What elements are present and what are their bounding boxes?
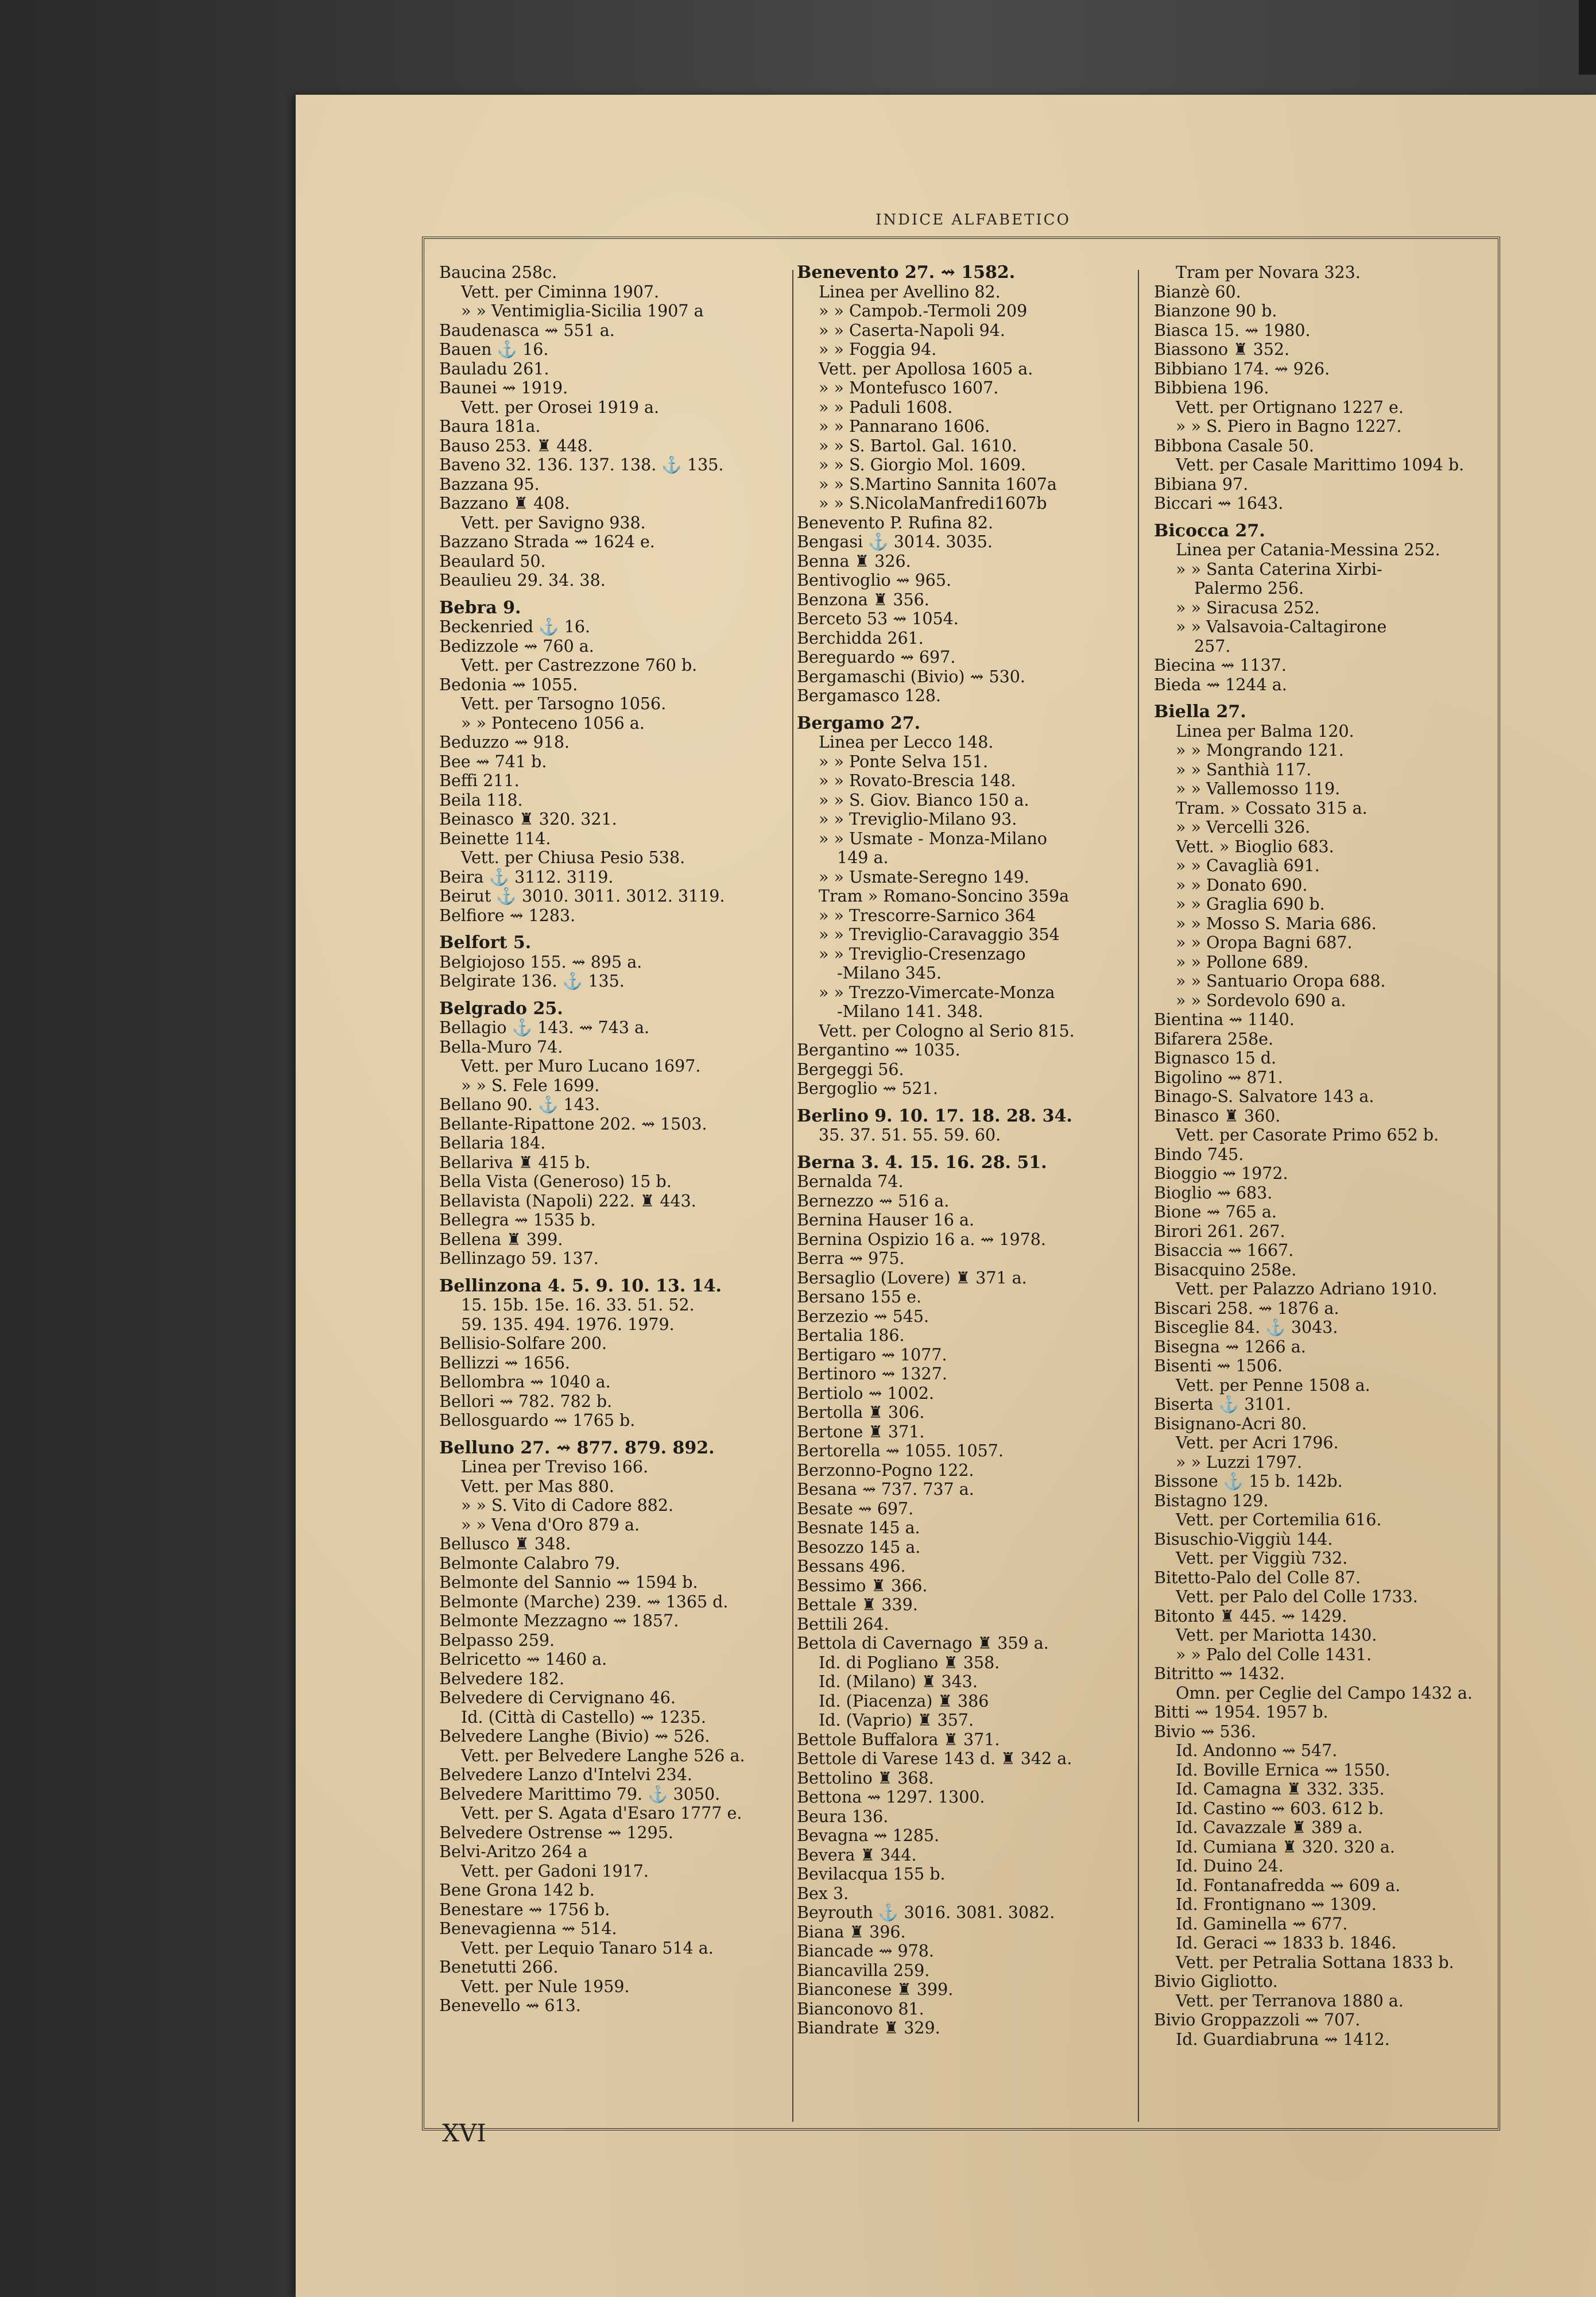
- index-entry: Biassono ♜ 352.: [1154, 340, 1290, 359]
- index-entry: Vett. per Terranova 1880 a.: [1176, 1991, 1404, 2010]
- index-entry: » » Sordevolo 690 a.: [1176, 991, 1346, 1010]
- index-entry: Bellante-Ripattone 202. ⇝ 1503.: [439, 1114, 707, 1134]
- index-entry: Vett. per Orosei 1919 a.: [461, 397, 660, 417]
- index-entry: Bellano 90. ⚓ 143.: [439, 1095, 600, 1114]
- index-entry: Bivio ⇝ 536.: [1154, 1722, 1256, 1741]
- index-entry: » » Vercelli 326.: [1176, 818, 1311, 837]
- index-entry: Bex 3.: [797, 1884, 849, 1903]
- index-entry: » » Palo del Colle 1431.: [1176, 1645, 1372, 1664]
- index-entry: Bazzano ♜ 408.: [439, 494, 570, 513]
- index-entry: Vett. » Bioglio 683.: [1176, 837, 1334, 856]
- index-entry: » » Vena d'Oro 879 a.: [461, 1515, 640, 1534]
- index-entry: Belmonte Mezzagno ⇝ 1857.: [439, 1611, 679, 1630]
- index-entry: » » Valsavoia-Caltagirone: [1176, 617, 1387, 636]
- index-entry: Vett. per Tarsogno 1056.: [461, 694, 667, 713]
- index-entry: Vett. per Viggiù 732.: [1176, 1549, 1348, 1568]
- index-entry: Bioglio ⇝ 683.: [1154, 1183, 1273, 1202]
- index-entry: Tram. » Cossato 315 a.: [1176, 798, 1368, 818]
- index-entry: Bertalia 186.: [797, 1326, 905, 1345]
- index-entry: Bergoglio ⇝ 521.: [797, 1079, 938, 1098]
- index-entry: Bersaglio (Lovere) ♜ 371 a.: [797, 1268, 1027, 1287]
- index-entry: Bernina Ospizio 16 a. ⇝ 1978.: [797, 1229, 1046, 1249]
- index-entry: Bernalda 74.: [797, 1172, 904, 1191]
- index-entry: Benzona ♜ 356.: [797, 590, 929, 609]
- index-entry: Bisaccia ⇝ 1667.: [1154, 1241, 1294, 1260]
- index-entry: Bellaria 184.: [439, 1134, 546, 1153]
- index-entry: Bitti ⇝ 1954. 1957 b.: [1154, 1703, 1328, 1722]
- index-entry: Baudenasca ⇝ 551 a.: [439, 320, 615, 340]
- index-entry: Bauladu 261.: [439, 359, 549, 378]
- index-entry: Besate ⇝ 697.: [797, 1499, 914, 1518]
- index-entry: Linea per Treviso 166.: [461, 1457, 649, 1476]
- index-entry: Belvedere Lanzo d'Intelvi 234.: [439, 1765, 692, 1784]
- index-entry: Bauen ⚓ 16.: [439, 340, 549, 359]
- index-entry: Linea per Avellino 82.: [819, 282, 1001, 301]
- index-entry: Palermo 256.: [1194, 579, 1304, 598]
- index-entry: Bientina ⇝ 1140.: [1154, 1010, 1295, 1029]
- index-entry: Bettolino ♜ 368.: [797, 1768, 934, 1788]
- index-entry: Id. Camagna ♜ 332. 335.: [1176, 1780, 1385, 1799]
- index-entry: Belgiojoso 155. ⇝ 895 a.: [439, 952, 642, 972]
- index-heading: Belgrado 25.: [439, 999, 563, 1018]
- index-entry: Biecina ⇝ 1137.: [1154, 656, 1287, 675]
- index-entry: Baucina 258c.: [439, 263, 557, 282]
- index-entry: Beaulieu 29. 34. 38.: [439, 571, 606, 590]
- index-entry: Berzezio ⇝ 545.: [797, 1306, 929, 1326]
- index-entry: Beyrouth ⚓ 3016. 3081. 3082.: [797, 1903, 1055, 1922]
- index-entry: Birori 261. 267.: [1154, 1221, 1285, 1241]
- index-entry: Beinette 114.: [439, 829, 551, 848]
- index-entry: » » Trezzo-Vimercate-Monza: [819, 983, 1055, 1002]
- index-heading: Berna 3. 4. 15. 16. 28. 51.: [797, 1153, 1047, 1172]
- index-entry: Bigolino ⇝ 871.: [1154, 1068, 1283, 1087]
- index-entry: Vett. per Gadoni 1917.: [461, 1861, 649, 1881]
- index-entry: Bellizzi ⇝ 1656.: [439, 1353, 570, 1372]
- index-entry: Belricetto ⇝ 1460 a.: [439, 1650, 607, 1669]
- index-entry: Bellavista (Napoli) 222. ♜ 443.: [439, 1191, 696, 1211]
- index-entry: Bettili 264.: [797, 1614, 889, 1634]
- column-divider: [792, 270, 793, 2122]
- index-entry: » » Usmate-Seregno 149.: [819, 867, 1029, 887]
- index-entry: 257.: [1194, 636, 1231, 656]
- index-entry: » » S.NicolaManfredi1607b: [819, 494, 1047, 513]
- index-entry: Bergeggi 56.: [797, 1059, 904, 1079]
- index-entry: Bellosguardo ⇝ 1765 b.: [439, 1411, 636, 1430]
- index-entry: Baura 181a.: [439, 417, 541, 436]
- index-entry: Vett. per Palo del Colle 1733.: [1176, 1587, 1418, 1606]
- index-entry: Beduzzo ⇝ 918.: [439, 733, 570, 752]
- index-entry: Tram per Novara 323.: [1176, 263, 1361, 282]
- index-entry: Bisacquino 258e.: [1154, 1260, 1297, 1279]
- index-entry: Vett. per Castrezzone 760 b.: [461, 656, 698, 675]
- entry-gap: [439, 991, 789, 999]
- index-entry: Linea per Lecco 148.: [819, 733, 994, 752]
- index-entry: Id. Duino 24.: [1176, 1857, 1284, 1876]
- index-entry: Belmonte (Marche) 239. ⇝ 1365 d.: [439, 1592, 729, 1611]
- index-entry: » » Foggia 94.: [819, 340, 937, 359]
- index-entry: Bergamaschi (Bivio) ⇝ 530.: [797, 667, 1025, 686]
- index-entry: Id. di Pogliano ♜ 358.: [819, 1653, 1000, 1672]
- index-entry: Belfiore ⇝ 1283.: [439, 906, 576, 925]
- index-entry: » » S.Martino Sannita 1607a: [819, 474, 1057, 494]
- index-entry: Bedizzole ⇝ 760 a.: [439, 636, 594, 656]
- index-entry: Bettola di Cavernago ♜ 359 a.: [797, 1634, 1049, 1653]
- index-entry: Bella Vista (Generoso) 15 b.: [439, 1172, 672, 1191]
- index-entry: Vett. per Casorate Primo 652 b.: [1176, 1126, 1439, 1144]
- scan-corner-shadow: [1579, 0, 1596, 75]
- index-column-2: [797, 263, 1141, 2038]
- entry-gap: [439, 590, 789, 598]
- index-entry: » » Usmate - Monza-Milano: [819, 829, 1047, 848]
- index-entry: Bene Grona 142 b.: [439, 1881, 595, 1900]
- index-entry: Biscari 258. ⇝ 1876 a.: [1154, 1298, 1339, 1318]
- index-entry: Vett. per Casale Marittimo 1094 b.: [1176, 455, 1465, 474]
- index-entry: Bergamasco 128.: [797, 686, 941, 705]
- index-entry: Bertiolo ⇝ 1002.: [797, 1383, 935, 1403]
- entry-gap: [439, 1430, 789, 1438]
- index-entry: Bedonia ⇝ 1055.: [439, 675, 578, 694]
- index-entry: Linea per Balma 120.: [1176, 721, 1354, 741]
- index-entry: -Milano 141. 348.: [837, 1002, 983, 1021]
- index-entry: Bellombra ⇝ 1040 a.: [439, 1372, 611, 1391]
- index-entry: Id. Cumiana ♜ 320. 320 a.: [1176, 1837, 1395, 1857]
- index-entry: Vett. per Penne 1508 a.: [1176, 1375, 1370, 1395]
- index-entry: Beira ⚓ 3112. 3119.: [439, 867, 614, 887]
- index-entry: Bione ⇝ 765 a.: [1154, 1202, 1277, 1221]
- index-entry: Bisenti ⇝ 1506.: [1154, 1356, 1283, 1375]
- index-entry: Bellegra ⇝ 1535 b.: [439, 1211, 596, 1229]
- index-entry: Belgirate 136. ⚓ 135.: [439, 972, 625, 991]
- index-entry: Vett. per Cologno al Serio 815.: [819, 1021, 1075, 1041]
- index-entry: Vett. per Palazzo Adriano 1910.: [1176, 1279, 1438, 1298]
- index-entry: Bertorella ⇝ 1055. 1057.: [797, 1441, 1004, 1460]
- index-entry: Benna ♜ 326.: [797, 551, 911, 571]
- index-entry: Bereguardo ⇝ 697.: [797, 648, 956, 667]
- index-entry: 149 a.: [837, 848, 889, 867]
- index-heading: Benevento 27. ⇝ 1582.: [797, 263, 1016, 283]
- index-entry: Id. Gaminella ⇝ 677.: [1176, 1914, 1348, 1933]
- index-entry: Id. Cavazzale ♜ 389 a.: [1176, 1818, 1363, 1837]
- index-entry: Belmonte Calabro 79.: [439, 1553, 621, 1573]
- index-entry: Benevagienna ⇝ 514.: [439, 1919, 617, 1938]
- index-entry: Bernina Hauser 16 a.: [797, 1211, 975, 1229]
- index-entry: Bellariva ♜ 415 b.: [439, 1153, 591, 1172]
- index-entry: Id. Fontanafredda ⇝ 609 a.: [1176, 1876, 1401, 1895]
- index-entry: Bella-Muro 74.: [439, 1037, 563, 1057]
- index-entry: » » Treviglio-Cresenzago: [819, 944, 1026, 964]
- index-entry: » » Donato 690.: [1176, 875, 1308, 895]
- index-entry: » » Mongrando 121.: [1176, 741, 1344, 760]
- index-entry: Bazzano Strada ⇝ 1624 e.: [439, 532, 655, 551]
- index-entry: Bellori ⇝ 782. 782 b.: [439, 1391, 613, 1411]
- index-entry: Vett. per Muro Lucano 1697.: [461, 1057, 701, 1076]
- index-entry: Belvedere 182.: [439, 1669, 565, 1688]
- index-entry: Bianzè 60.: [1154, 282, 1241, 301]
- index-entry: Bisegna ⇝ 1266 a.: [1154, 1337, 1306, 1356]
- index-entry: Berzonno-Pogno 122.: [797, 1460, 974, 1480]
- index-entry: Berceto 53 ⇝ 1054.: [797, 609, 959, 628]
- entry-gap: [439, 1269, 789, 1277]
- index-entry: Biserta ⚓ 3101.: [1154, 1395, 1291, 1414]
- index-entry: Bisignano-Acri 80.: [1154, 1414, 1307, 1433]
- index-entry: Vett. per Chiusa Pesio 538.: [461, 848, 685, 867]
- index-entry: Vett. per Mariotta 1430.: [1176, 1626, 1377, 1645]
- index-entry: Belvedere Marittimo 79. ⚓ 3050.: [439, 1784, 720, 1804]
- index-entry: » » Cavaglià 691.: [1176, 856, 1320, 875]
- entry-gap: [439, 925, 789, 933]
- index-entry: » » Santuario Oropa 688.: [1176, 972, 1386, 991]
- index-entry: Bertone ♜ 371.: [797, 1422, 925, 1441]
- index-entry: Bissone ⚓ 15 b. 142b.: [1154, 1472, 1343, 1491]
- index-entry: » » Ventimiglia-Sicilia 1907 a: [461, 301, 704, 320]
- index-entry: Bitetto-Palo del Colle 87.: [1154, 1568, 1361, 1587]
- index-entry: » » Vallemosso 119.: [1176, 779, 1341, 798]
- index-entry: Id. (Vaprio) ♜ 357.: [819, 1711, 974, 1730]
- index-entry: » » Trescorre-Sarnico 364: [819, 906, 1036, 925]
- index-entry: » » Graglia 690 b.: [1176, 895, 1325, 914]
- index-entry: Bellisio-Solfare 200.: [439, 1334, 607, 1353]
- index-entry: Bibiana 97.: [1154, 474, 1249, 494]
- index-entry: Belvedere Langhe (Bivio) ⇝ 526.: [439, 1727, 710, 1746]
- index-entry: Beaulard 50.: [439, 551, 546, 571]
- index-entry: Bertinoro ⇝ 1327.: [797, 1364, 947, 1383]
- index-entry: » » Treviglio-Caravaggio 354: [819, 925, 1060, 944]
- entry-gap: [797, 1099, 1141, 1107]
- index-entry: Bianzone 90 b.: [1154, 301, 1277, 320]
- index-entry: » » S. Vito di Cadore 882.: [461, 1496, 674, 1515]
- index-entry: Id. Castino ⇝ 603. 612 b.: [1176, 1799, 1384, 1818]
- index-entry: Bioggio ⇝ 1972.: [1154, 1164, 1288, 1183]
- index-entry: -Milano 345.: [837, 964, 942, 983]
- index-entry: Tram » Romano-Soncino 359a: [819, 887, 1070, 906]
- index-entry: Bibbona Casale 50.: [1154, 436, 1314, 455]
- index-entry: Belvi-Aritzo 264 a: [439, 1842, 588, 1861]
- index-entry: Baunei ⇝ 1919.: [439, 378, 568, 397]
- index-entry: Biancavilla 259.: [797, 1960, 930, 1980]
- index-entry: Belvedere Ostrense ⇝ 1295.: [439, 1823, 673, 1842]
- index-entry: » » S. Giorgio Mol. 1609.: [819, 455, 1026, 474]
- index-entry: Vett. per Petralia Sottana 1833 b.: [1176, 1952, 1454, 1972]
- index-entry: Beila 118.: [439, 790, 523, 810]
- index-entry: Bevilacqua 155 b.: [797, 1865, 946, 1884]
- index-entry: Vett. per Savigno 938.: [461, 513, 646, 532]
- index-heading: Bicocca 27.: [1154, 521, 1265, 540]
- index-entry: Vett. per Acri 1796.: [1176, 1433, 1339, 1452]
- index-heading: Bergamo 27.: [797, 713, 921, 733]
- index-entry: Bettole Buffalora ♜ 371.: [797, 1730, 1000, 1749]
- index-entry: Belmonte del Sannio ⇝ 1594 b.: [439, 1573, 698, 1592]
- index-entry: Besnate 145 a.: [797, 1518, 920, 1537]
- entry-gap: [797, 1145, 1141, 1153]
- index-entry: Id. Frontignano ⇝ 1309.: [1176, 1895, 1377, 1914]
- index-entry: Bellagio ⚓ 143. ⇝ 743 a.: [439, 1018, 650, 1037]
- index-entry: Biandrate ♜ 329.: [797, 2018, 940, 2037]
- index-entry: Bengasi ⚓ 3014. 3035.: [797, 532, 993, 551]
- entry-gap: [1154, 513, 1498, 521]
- index-entry: Bisuschio-Viggiù 144.: [1154, 1529, 1333, 1549]
- index-entry: » » Santhià 117.: [1176, 760, 1312, 779]
- index-entry: Vett. per Apollosa 1605 a.: [819, 359, 1033, 378]
- index-entry: Vett. per Mas 880.: [461, 1476, 614, 1496]
- index-column-1: [439, 263, 789, 2016]
- page-number: XVI: [442, 2119, 486, 2147]
- index-entry: Biccari ⇝ 1643.: [1154, 494, 1284, 513]
- index-entry: Id. (Città di Castello) ⇝ 1235.: [461, 1707, 706, 1727]
- index-entry: Bentivoglio ⇝ 965.: [797, 571, 952, 590]
- index-entry: 59. 135. 494. 1976. 1979.: [461, 1314, 675, 1334]
- index-entry: Bettale ♜ 339.: [797, 1595, 918, 1614]
- index-entry: Binasco ♜ 360.: [1154, 1106, 1281, 1126]
- index-entry: Id. Guardiabruna ⇝ 1412.: [1176, 2029, 1390, 2049]
- index-entry: Bisceglie 84. ⚓ 3043.: [1154, 1318, 1338, 1337]
- index-entry: » » Oropa Bagni 687.: [1176, 933, 1353, 952]
- index-entry: 15. 15b. 15e. 16. 33. 51. 52.: [461, 1296, 695, 1314]
- index-entry: Bertigaro ⇝ 1077.: [797, 1345, 947, 1364]
- index-entry: Bevagna ⇝ 1285.: [797, 1826, 940, 1845]
- index-entry: » » S. Bartol. Gal. 1610.: [819, 436, 1017, 455]
- index-entry: Bertolla ♜ 306.: [797, 1403, 925, 1422]
- index-heading: Biella 27.: [1154, 702, 1246, 722]
- index-entry: » » Pannarano 1606.: [819, 417, 990, 436]
- index-entry: Bellinzago 59. 137.: [439, 1249, 599, 1268]
- entry-gap: [797, 706, 1141, 714]
- index-entry: Bibbiena 196.: [1154, 378, 1269, 397]
- index-entry: » » Paduli 1608.: [819, 397, 953, 417]
- index-entry: 35. 37. 51. 55. 59. 60.: [819, 1126, 1001, 1144]
- index-entry: » » S. Fele 1699.: [461, 1076, 600, 1095]
- index-entry: » » Mosso S. Maria 686.: [1176, 914, 1377, 933]
- entry-gap: [1154, 694, 1498, 702]
- index-entry: Bignasco 15 d.: [1154, 1049, 1277, 1068]
- index-entry: Bee ⇝ 741 b.: [439, 752, 547, 771]
- index-entry: » » Caserta-Napoli 94.: [819, 320, 1005, 340]
- index-entry: Bivio Groppazzoli ⇝ 707.: [1154, 2010, 1361, 2029]
- index-heading: Berlino 9. 10. 17. 18. 28. 34.: [797, 1106, 1072, 1126]
- index-entry: Beirut ⚓ 3010. 3011. 3012. 3119.: [439, 887, 725, 906]
- index-heading: Belfort 5.: [439, 933, 532, 953]
- index-heading: Bellinzona 4. 5. 9. 10. 13. 14.: [439, 1276, 722, 1296]
- index-entry: Berchidda 261.: [797, 628, 924, 648]
- index-entry: Bettole di Varese 143 d. ♜ 342 a.: [797, 1749, 1072, 1768]
- index-entry: Belvedere di Cervignano 46.: [439, 1688, 676, 1707]
- index-entry: Bessimo ♜ 366.: [797, 1576, 928, 1595]
- index-entry: Id. Andonno ⇝ 547.: [1176, 1741, 1338, 1760]
- page-header: INDICE ALFABETICO: [876, 211, 1071, 229]
- index-entry: » » Santa Caterina Xirbi-: [1176, 559, 1382, 579]
- index-entry: Omn. per Ceglie del Campo 1432 a.: [1176, 1683, 1473, 1703]
- index-entry: Beinasco ♜ 320. 321.: [439, 810, 617, 829]
- index-entry: » » S. Piero in Bagno 1227.: [1176, 417, 1402, 436]
- index-entry: Vett. per Cortemilia 616.: [1176, 1510, 1382, 1529]
- index-entry: » » Luzzi 1797.: [1176, 1452, 1303, 1472]
- index-entry: Biancade ⇝ 978.: [797, 1942, 934, 1960]
- index-entry: Id. (Piacenza) ♜ 386: [819, 1691, 989, 1711]
- index-entry: » » Rovato-Brescia 148.: [819, 771, 1016, 790]
- index-entry: Bernezzo ⇝ 516 a.: [797, 1191, 950, 1211]
- index-entry: Vett. per Ciminna 1907.: [461, 282, 660, 301]
- index-entry: Bianconovo 81.: [797, 1999, 924, 2018]
- index-entry: Vett. per Nule 1959.: [461, 1977, 630, 1996]
- index-entry: Bauso 253. ♜ 448.: [439, 436, 593, 455]
- index-entry: » » Siracusa 252.: [1176, 598, 1320, 617]
- index-column-3: [1154, 263, 1498, 2049]
- index-entry: Bifarera 258e.: [1154, 1029, 1274, 1049]
- index-entry: Vett. per Belvedere Langhe 526 a.: [461, 1746, 745, 1765]
- index-entry: Beura 136.: [797, 1807, 889, 1826]
- index-entry: Belpasso 259.: [439, 1630, 555, 1650]
- index-entry: Bindo 745.: [1154, 1144, 1244, 1164]
- index-entry: Bersano 155 e.: [797, 1287, 922, 1306]
- index-entry: » » Campob.-Termoli 209: [819, 301, 1028, 320]
- index-entry: Biana ♜ 396.: [797, 1922, 906, 1942]
- index-entry: » » Treviglio-Milano 93.: [819, 810, 1017, 829]
- index-entry: Berra ⇝ 975.: [797, 1249, 905, 1268]
- index-heading: Bebra 9.: [439, 598, 521, 617]
- index-entry: Baveno 32. 136. 137. 138. ⚓ 135.: [439, 455, 724, 474]
- index-entry: » » Montefusco 1607.: [819, 378, 999, 397]
- index-entry: Bistagno 129.: [1154, 1491, 1269, 1510]
- index-entry: Vett. per Ortignano 1227 e.: [1176, 397, 1404, 417]
- index-entry: Biasca 15. ⇝ 1980.: [1154, 320, 1311, 340]
- index-entry: Binago-S. Salvatore 143 a.: [1154, 1087, 1374, 1106]
- index-entry: Bergantino ⇝ 1035.: [797, 1041, 960, 1059]
- index-entry: Bieda ⇝ 1244 a.: [1154, 675, 1287, 694]
- index-entry: Besozzo 145 a.: [797, 1537, 921, 1557]
- index-entry: Vett. per S. Agata d'Esaro 1777 e.: [461, 1804, 742, 1823]
- index-entry: Bellusco ♜ 348.: [439, 1534, 571, 1553]
- index-entry: Id. (Milano) ♜ 343.: [819, 1672, 978, 1691]
- index-entry: Bibbiano 174. ⇝ 926.: [1154, 359, 1330, 378]
- index-entry: Bitritto ⇝ 1432.: [1154, 1664, 1285, 1683]
- index-entry: Bellena ♜ 399.: [439, 1229, 563, 1249]
- index-entry: » » S. Giov. Bianco 150 a.: [819, 790, 1029, 810]
- index-entry: » » Ponteceno 1056 a.: [461, 713, 645, 733]
- index-entry: Bitonto ♜ 445. ⇝ 1429.: [1154, 1606, 1347, 1626]
- index-entry: » » Ponte Selva 151.: [819, 752, 989, 771]
- index-entry: Linea per Catania-Messina 252.: [1176, 540, 1440, 559]
- index-entry: » » Pollone 689.: [1176, 952, 1309, 972]
- index-entry: Bessans 496.: [797, 1557, 906, 1576]
- index-entry: Id. Geraci ⇝ 1833 b. 1846.: [1176, 1933, 1397, 1952]
- index-entry: Bivio Gigliotto.: [1154, 1972, 1278, 1991]
- index-entry: Bettona ⇝ 1297. 1300.: [797, 1788, 985, 1807]
- index-entry: Bazzana 95.: [439, 474, 540, 494]
- index-entry: Benestare ⇝ 1756 b.: [439, 1900, 610, 1919]
- index-entry: Benetutti 266.: [439, 1958, 559, 1977]
- index-entry: Benevello ⇝ 613.: [439, 1996, 581, 2015]
- index-entry: Beffi 211.: [439, 771, 520, 790]
- index-entry: Beckenried ⚓ 16.: [439, 617, 591, 636]
- index-entry: Id. Boville Ernica ⇝ 1550.: [1176, 1760, 1390, 1780]
- index-entry: Besana ⇝ 737. 737 a.: [797, 1480, 974, 1499]
- index-entry: Bevera ♜ 344.: [797, 1845, 917, 1865]
- index-entry: Vett. per Lequio Tanaro 514 a.: [461, 1938, 714, 1958]
- index-entry: Benevento P. Rufina 82.: [797, 513, 994, 532]
- index-entry: Bianconese ♜ 399.: [797, 1980, 954, 1999]
- index-heading: Belluno 27. ⇝ 877. 879. 892.: [439, 1438, 715, 1457]
